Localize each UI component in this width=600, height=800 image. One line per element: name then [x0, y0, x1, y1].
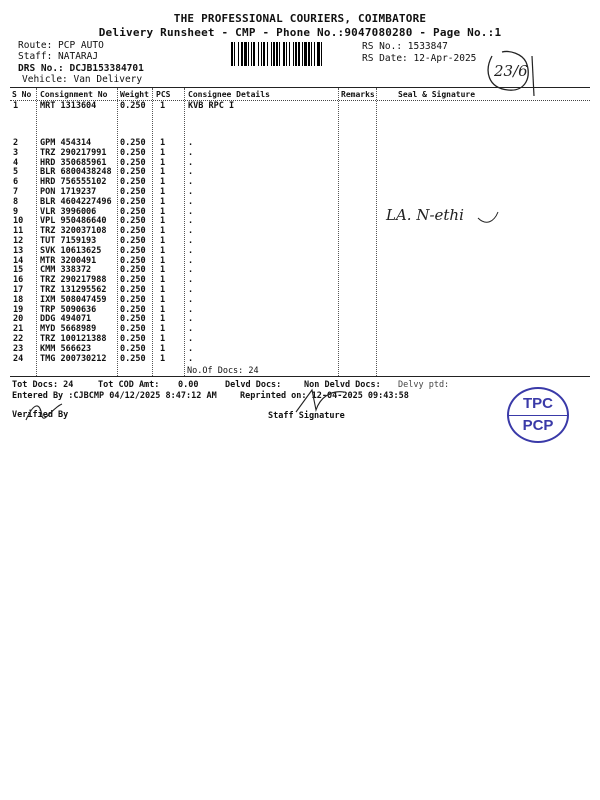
row-sno: 22	[13, 334, 24, 344]
row-pcs: 1	[160, 177, 166, 188]
row-weight: 0.250	[120, 236, 146, 246]
row-consignee: .	[188, 255, 194, 266]
row-sno: 10	[13, 216, 24, 227]
row-consignee: .	[188, 177, 194, 188]
row-sno: 19	[13, 304, 24, 315]
row-pcs: 1	[160, 138, 166, 148]
rs-number: RS No.: 1533847	[362, 41, 448, 52]
row-weight: 0.250	[120, 147, 146, 158]
company-stamp	[507, 387, 569, 443]
row-pcs: 1	[160, 334, 166, 344]
col-header-consignment: Consignment No	[40, 90, 108, 99]
tot-cod-label: Tot COD Amt:	[98, 380, 160, 390]
row-weight: 0.250	[120, 187, 146, 197]
consignee-signature-text: LA. N-ethi	[386, 206, 464, 224]
column-separator	[152, 88, 153, 376]
row-consignment: HRD 756555102	[40, 177, 107, 188]
row-sno: 2	[13, 138, 19, 148]
row-weight: 0.250	[120, 177, 146, 188]
row-weight: 0.250	[120, 285, 146, 295]
vehicle-label: Vehicle: Van Delivery	[22, 74, 143, 85]
row-consignee: .	[188, 353, 194, 364]
row-pcs: 1	[160, 187, 166, 197]
route-label: Route: PCP AUTO	[18, 40, 104, 51]
column-separator	[376, 88, 377, 376]
row-weight: 0.250	[120, 334, 146, 344]
row-weight: 0.250	[120, 216, 146, 227]
row-weight: 0.250	[120, 294, 146, 305]
row-consignment: TUT 7159193	[40, 236, 97, 246]
row-consignee: .	[188, 343, 194, 354]
row-pcs: 1	[160, 236, 166, 246]
row-consignment: VPL 950486640	[40, 216, 107, 227]
barcode-bar	[322, 42, 324, 66]
table-header-rule	[10, 100, 590, 101]
stamp-line1: TPC	[523, 395, 553, 412]
row-consignee: .	[188, 206, 194, 217]
table-top-rule	[10, 87, 590, 88]
row-consignment: TRZ 290217988	[40, 275, 107, 286]
row-consignee: .	[188, 304, 194, 315]
rs-date: RS Date: 12-Apr-2025	[362, 53, 477, 64]
row-weight: 0.250	[120, 226, 146, 237]
row-consignee: .	[188, 216, 194, 227]
row-consignment: TRZ 290217991	[40, 147, 107, 158]
col-header-seal: Seal & Signature	[398, 90, 476, 99]
col-header-remarks: Remarks	[341, 90, 375, 99]
row-weight: 0.250	[120, 265, 146, 276]
row-consignment: GPM 454314	[40, 138, 92, 148]
row-pcs: 1	[160, 245, 166, 256]
row-sno: 8	[13, 196, 19, 207]
row-consignment: TRZ 320037108	[40, 226, 107, 237]
row-sno: 7	[13, 187, 19, 197]
handwritten-mark-icon	[474, 26, 554, 96]
column-separator	[117, 88, 118, 376]
entered-by: Entered By :CJBCMP 04/12/2025 8:47:12 AM	[12, 391, 217, 401]
row-consignee: .	[188, 167, 194, 178]
row-pcs: 1	[160, 324, 166, 335]
tot-cod-value: 0.00	[178, 380, 199, 390]
row-sno: 5	[13, 167, 19, 178]
row-sno: 23	[13, 343, 24, 354]
row-sno: 16	[13, 275, 24, 286]
row-consignment: DDG 494071	[40, 314, 92, 325]
stamp-line2: PCP	[509, 415, 567, 434]
row-pcs: 1	[160, 275, 166, 286]
row-weight: 0.250	[120, 353, 146, 364]
row-pcs: 1	[160, 147, 166, 158]
row-consignee: .	[188, 324, 194, 335]
row-pcs: 1	[160, 314, 166, 325]
table-bottom-rule	[10, 376, 590, 377]
row-weight: 0.250	[120, 255, 146, 266]
row-pcs: 1	[160, 285, 166, 295]
barcode	[231, 42, 356, 66]
col-header-weight: Weight	[120, 90, 149, 99]
column-separator	[338, 88, 339, 376]
row-consignment: PON 1719237	[40, 187, 97, 197]
col-header-consignee: Consignee Details	[188, 90, 270, 99]
row-consignee: .	[188, 294, 194, 305]
non-delvd-docs: Non Delvd Docs:	[304, 380, 381, 390]
row-consignment: TRZ 131295562	[40, 285, 107, 295]
row-consignee: .	[188, 147, 194, 158]
row-consignee: .	[188, 265, 194, 276]
row-consignee: .	[188, 245, 194, 256]
handwritten-mark-text: 23/6	[494, 62, 528, 80]
company-title: THE PROFESSIONAL COURIERS, COIMBATORE	[173, 12, 427, 25]
row-weight: 0.250	[120, 343, 146, 354]
row-consignment: SVK 10613625	[40, 245, 102, 256]
row-consignment: BLR 4604227496	[40, 196, 112, 207]
consignee-signature-icon	[382, 196, 512, 232]
row-consignment: MTR 3200491	[40, 255, 97, 266]
row-consignment: HRD 350685961	[40, 157, 107, 168]
row-consignment: TMG 200730212	[40, 353, 107, 364]
row-consignee: .	[188, 196, 194, 207]
row-pcs: 1	[160, 167, 166, 178]
runsheet-subtitle: Delivery Runsheet - CMP - Phone No.:9047080280 - Page No.:1	[98, 26, 502, 39]
row-weight: 0.250	[120, 101, 146, 111]
row-sno: 11	[13, 226, 24, 237]
staff-signature-icon	[290, 384, 350, 418]
row-sno: 20	[13, 314, 24, 325]
row-consignee: .	[188, 226, 194, 237]
row-weight: 0.250	[120, 245, 146, 256]
row-pcs: 1	[160, 294, 166, 305]
row-weight: 0.250	[120, 167, 146, 178]
row-sno: 14	[13, 255, 24, 266]
col-header-sno: S No	[12, 90, 32, 99]
row-sno: 15	[13, 265, 24, 276]
delvd-docs: Delvd Docs:	[225, 380, 282, 390]
row-consignee: KVB RPC I	[188, 101, 235, 111]
verified-by: Verified By	[12, 410, 69, 420]
row-pcs: 1	[160, 353, 166, 364]
row-weight: 0.250	[120, 314, 146, 325]
column-separator	[36, 88, 37, 376]
row-consignee: .	[188, 138, 194, 148]
row-weight: 0.250	[120, 157, 146, 168]
row-consignment: VLR 3996006	[40, 206, 97, 217]
row-consignment: IXM 508047459	[40, 294, 107, 305]
delvy-ptd: Delvy ptd:	[398, 380, 450, 390]
row-pcs: 1	[160, 157, 166, 168]
row-pcs: 1	[160, 255, 166, 266]
column-separator	[184, 88, 185, 376]
reprinted-on: Reprinted on: 12-04-2025 09:43:58	[240, 391, 409, 401]
row-weight: 0.250	[120, 324, 146, 335]
staff-signature-label: Staff Signature	[268, 411, 345, 421]
row-consignment: CMM 338372	[40, 265, 92, 276]
verified-signature-icon	[22, 398, 72, 426]
row-weight: 0.250	[120, 304, 146, 315]
row-consignment: TRZ 100121388	[40, 334, 107, 344]
row-sno: 3	[13, 147, 19, 158]
row-weight: 0.250	[120, 138, 146, 148]
row-pcs: 1	[160, 304, 166, 315]
row-pcs: 1	[160, 206, 166, 217]
row-pcs: 1	[160, 226, 166, 237]
col-header-pcs: PCS	[156, 90, 171, 99]
row-sno: 12	[13, 236, 24, 246]
row-consignment: KMM 566623	[40, 343, 92, 354]
row-consignee: .	[188, 187, 194, 197]
row-pcs: 1	[160, 265, 166, 276]
row-consignee: .	[188, 334, 194, 344]
row-sno: 1	[13, 101, 19, 111]
row-consignee: .	[188, 157, 194, 168]
row-sno: 9	[13, 206, 19, 217]
row-consignment: BLR 6800438248	[40, 167, 112, 178]
row-pcs: 1	[160, 101, 166, 111]
row-consignment: TRP 5090636	[40, 304, 97, 315]
row-sno: 4	[13, 157, 19, 168]
row-pcs: 1	[160, 343, 166, 354]
tot-docs: Tot Docs: 24	[12, 380, 74, 390]
staff-label: Staff: NATARAJ	[18, 51, 99, 62]
row-weight: 0.250	[120, 206, 146, 217]
row-sno: 24	[13, 353, 24, 364]
row-consignee: .	[188, 275, 194, 286]
row-pcs: 1	[160, 196, 166, 207]
row-consignee: .	[188, 236, 194, 246]
row-weight: 0.250	[120, 275, 146, 286]
drs-number: DRS No.: DCJB153384701	[18, 63, 144, 74]
row-sno: 17	[13, 285, 24, 295]
row-consignment: MYD 5668989	[40, 324, 97, 335]
row-sno: 13	[13, 245, 24, 256]
row-weight: 0.250	[120, 196, 146, 207]
row-sno: 18	[13, 294, 24, 305]
row-consignment: MRT 1313604	[40, 101, 97, 111]
row-consignee: .	[188, 285, 194, 295]
row-sno: 6	[13, 177, 19, 188]
row-consignee: .	[188, 314, 194, 325]
no-of-docs: No.Of Docs: 24	[187, 366, 259, 376]
row-pcs: 1	[160, 216, 166, 227]
row-sno: 21	[13, 324, 24, 335]
